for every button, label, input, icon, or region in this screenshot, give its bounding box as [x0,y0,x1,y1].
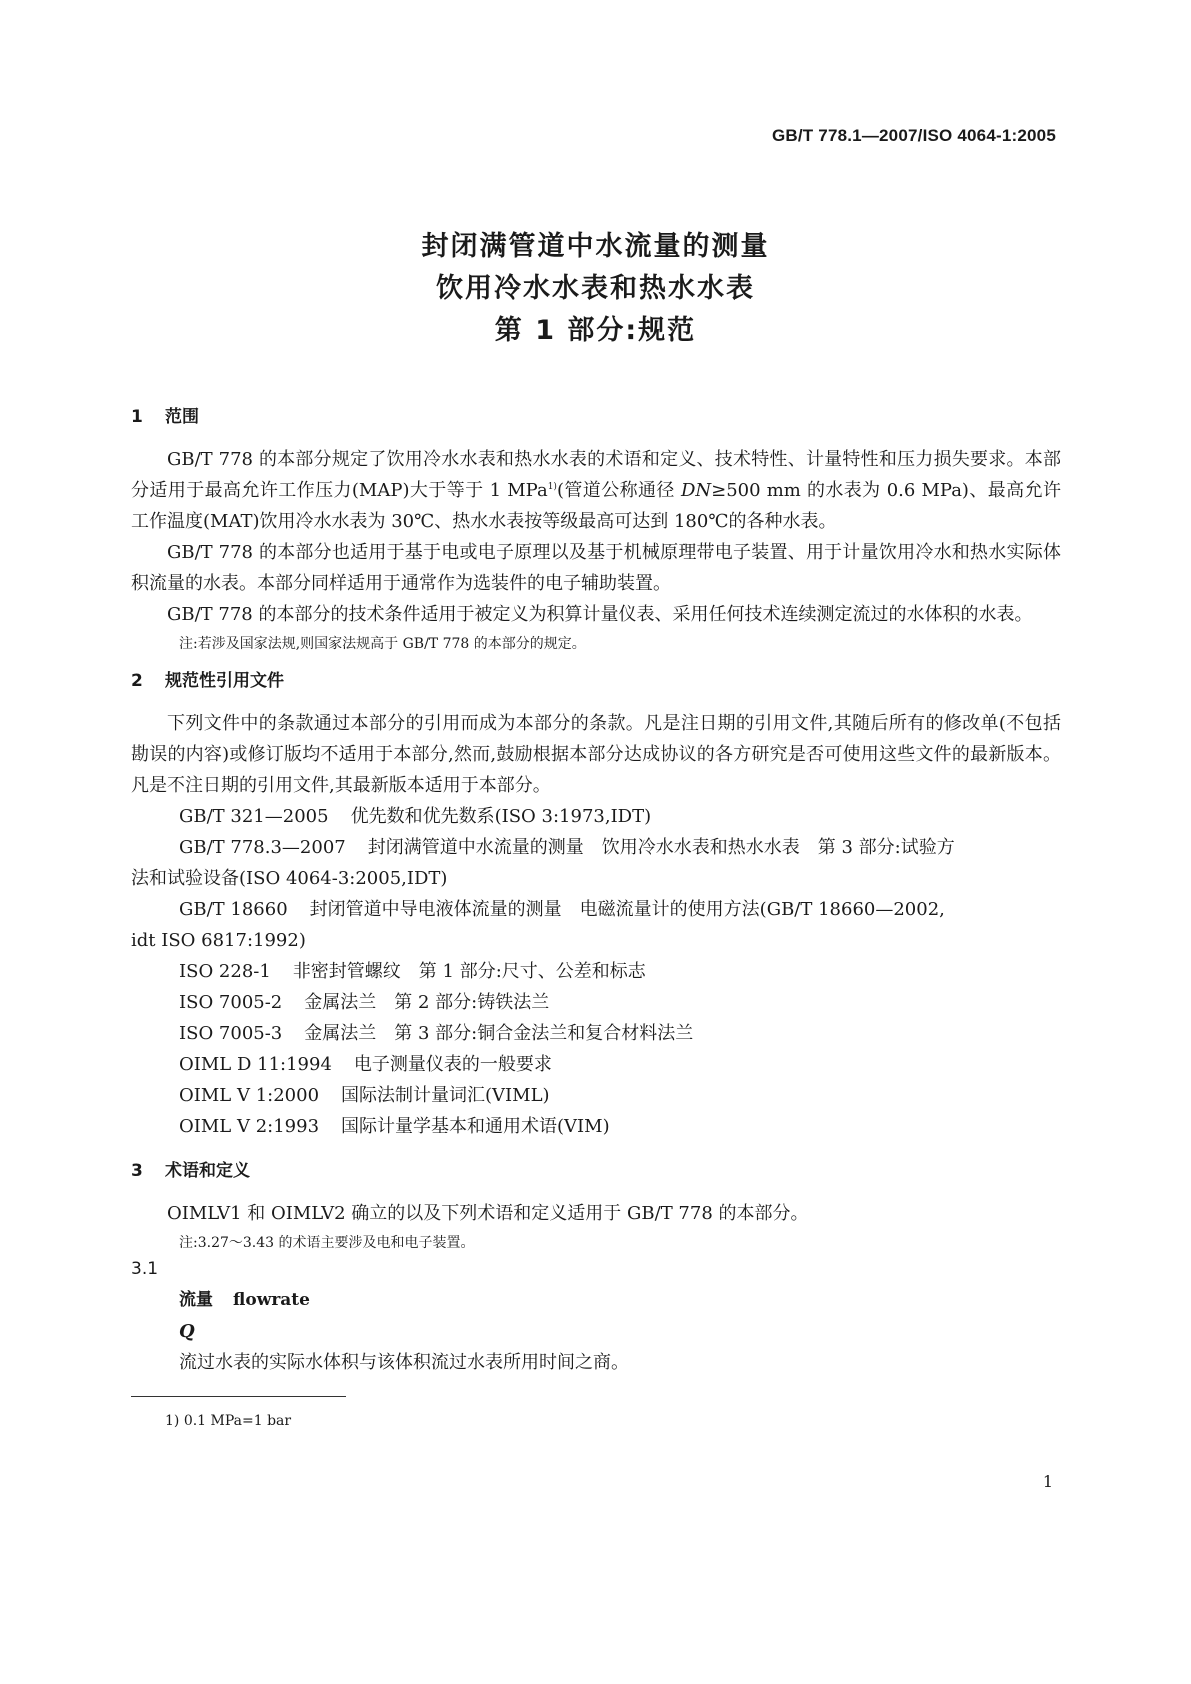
reference-title: 封闭管道中导电液体流量的测量 电磁流量计的使用方法(GB/T 18660—2002, [309,899,945,920]
term-heading [131,1283,1061,1317]
reference-item [131,1018,1061,1049]
reference-title: 封闭满管道中水流量的测量 饮用冷水水表和热水水表 第 3 部分:试验方 [367,837,955,858]
reference-code: OIML D 11:1994 [179,1054,332,1075]
text-run: ≥500 mm 的水表为 0.6 MPa)、最高允许工作温度(MAT)饮用冷水水表为 30℃、热水水表按等级最高可达到 180℃的各种水表。 [131,480,1061,532]
section-title: 术语和定义 [165,1161,250,1181]
reference-code: GB/T 18660 [179,899,288,920]
section-title: 范围 [165,407,199,427]
dn-symbol: DN [680,480,712,501]
reference-item [131,956,1061,987]
section-number: 1 [131,407,143,427]
title-line-1: 封闭满管道中水流量的测量 [421,231,770,262]
reference-title: 国际计量学基本和通用术语(VIM) [341,1116,610,1137]
reference-item [131,1049,1061,1080]
term-english: flowrate [233,1290,310,1310]
footnote-ref[interactable]: 1) [547,482,557,492]
reference-code: OIML V 2:1993 [179,1116,320,1137]
reference-item [131,894,1061,925]
term-definition: 流过水表的实际水体积与该体积流过水表所用时间之商。 [179,1352,629,1373]
reference-continuation: idt ISO 6817:1992) [131,930,306,951]
section-title: 规范性引用文件 [165,671,284,691]
text-run: (管道公称通径 [556,480,681,501]
reference-item [131,987,1061,1018]
page-number: 1 [1042,1472,1053,1491]
document-title [0,226,1191,352]
title-line-3: 第 1 部分:规范 [494,315,697,346]
reference-item [131,801,1061,832]
footnote: 1) 0.1 MPa=1 bar [165,1413,292,1429]
scope-note: 注:若涉及国家法规,则国家法规高于 GB/T 778 的本部分的规定。 [179,636,586,652]
references-intro: 下列文件中的条款通过本部分的引用而成为本部分的条款。凡是注日期的引用文件,其随后所有的修改单(不包括勘误的内容)或修订版均不适用于本部分,然而,鼓励根据本部分达成协议的各方研究是否可使用这些文件的最新版本。凡是不注日期的引用文件,其最新版本适用于本部分。 [131,713,1061,796]
reference-title: 金属法兰 第 3 部分:铜合金法兰和复合材料法兰 [304,1023,694,1044]
section-2-heading [131,668,1061,694]
reference-continuation: 法和试验设备(ISO 4064-3:2005,IDT) [131,868,448,889]
reference-title: 优先数和优先数系(ISO 3:1973,IDT) [350,806,652,827]
section-1-heading [131,404,1061,430]
reference-code: GB/T 778.3—2007 [179,837,346,858]
text-run: GB/T 778 的本部分规定了饮用冷水水表和热水水表的术语和定义、技术特性、计量特性和压力损失要求。本部分适用于最高允许工作压力(MAP)大于等于 1 MPa [131,449,1061,501]
reference-code: ISO 228-1 [179,961,271,982]
title-line-2: 饮用冷水水表和热水水表 [436,273,755,304]
term-symbol: Q [179,1321,195,1342]
reference-title: 金属法兰 第 2 部分:铸铁法兰 [304,992,550,1013]
terms-intro: OIMLV1 和 OIMLV2 确立的以及下列术语和定义适用于 GB/T 778 的本部分。 [167,1203,809,1224]
section-3-heading [131,1158,1061,1184]
terms-note: 注:3.27～3.43 的术语主要涉及电和电子装置。 [179,1235,475,1251]
subclause-number: 3.1 [131,1259,159,1279]
section-number: 2 [131,671,143,691]
reference-title: 非密封管螺纹 第 1 部分:尺寸、公差和标志 [292,961,646,982]
reference-item [131,1080,1061,1111]
term-chinese: 流量 [179,1290,213,1310]
reference-code: ISO 7005-3 [179,1023,283,1044]
reference-title: 国际法制计量词汇(VIML) [341,1085,550,1106]
scope-paragraph-1 [131,444,1061,537]
standard-number: GB/T 778.1—2007/ISO 4064-1:2005 [771,126,1056,145]
reference-code: GB/T 321—2005 [179,806,329,827]
footnote-separator [131,1396,346,1397]
reference-code: OIML V 1:2000 [179,1085,320,1106]
scope-paragraph-2: GB/T 778 的本部分也适用于基于电或电子原理以及基于机械原理带电子装置、用于计量饮用冷水和热水实际体积流量的水表。本部分同样适用于通常作为选装件的电子辅助装置。 [131,542,1061,594]
reference-item [131,1111,1061,1142]
document-body [131,404,1061,1379]
reference-title: 电子测量仪表的一般要求 [353,1054,552,1075]
reference-item [131,832,1061,863]
section-number: 3 [131,1161,143,1181]
scope-paragraph-3: GB/T 778 的本部分的技术条件适用于被定义为积算计量仪表、采用任何技术连续测定流过的水体积的水表。 [167,604,1033,625]
reference-code: ISO 7005-2 [179,992,283,1013]
